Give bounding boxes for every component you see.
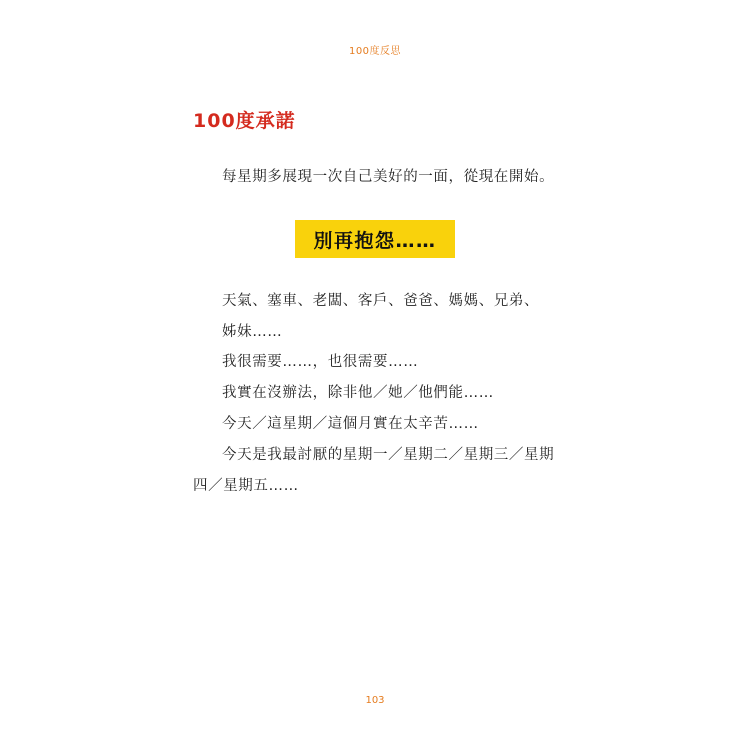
page-number: 103 bbox=[365, 695, 385, 706]
highlight-box bbox=[295, 220, 455, 258]
section-title: 100度承諾 bbox=[193, 110, 296, 132]
body-line: 四／星期五…… bbox=[193, 478, 299, 494]
highlight-text: 別再抱怨…… bbox=[313, 229, 437, 252]
body-line: 姊妹…… bbox=[222, 324, 283, 340]
body-line: 我很需要……，也很需要…… bbox=[222, 354, 419, 370]
body-line: 今天／這星期／這個月實在太辛苦…… bbox=[222, 416, 479, 432]
body-line: 今天是我最討厭的星期一／星期二／星期三／星期 bbox=[222, 447, 555, 463]
intro-paragraph: 每星期多展現一次自己美好的一面，從現在開始。 bbox=[222, 169, 555, 185]
running-header: 100度反思 bbox=[348, 46, 402, 57]
body-line: 我實在沒辦法，除非他／她／他們能…… bbox=[222, 385, 494, 401]
body-line: 天氣、塞車、老闆、客戶、爸爸、媽媽、兄弟、 bbox=[222, 293, 540, 309]
